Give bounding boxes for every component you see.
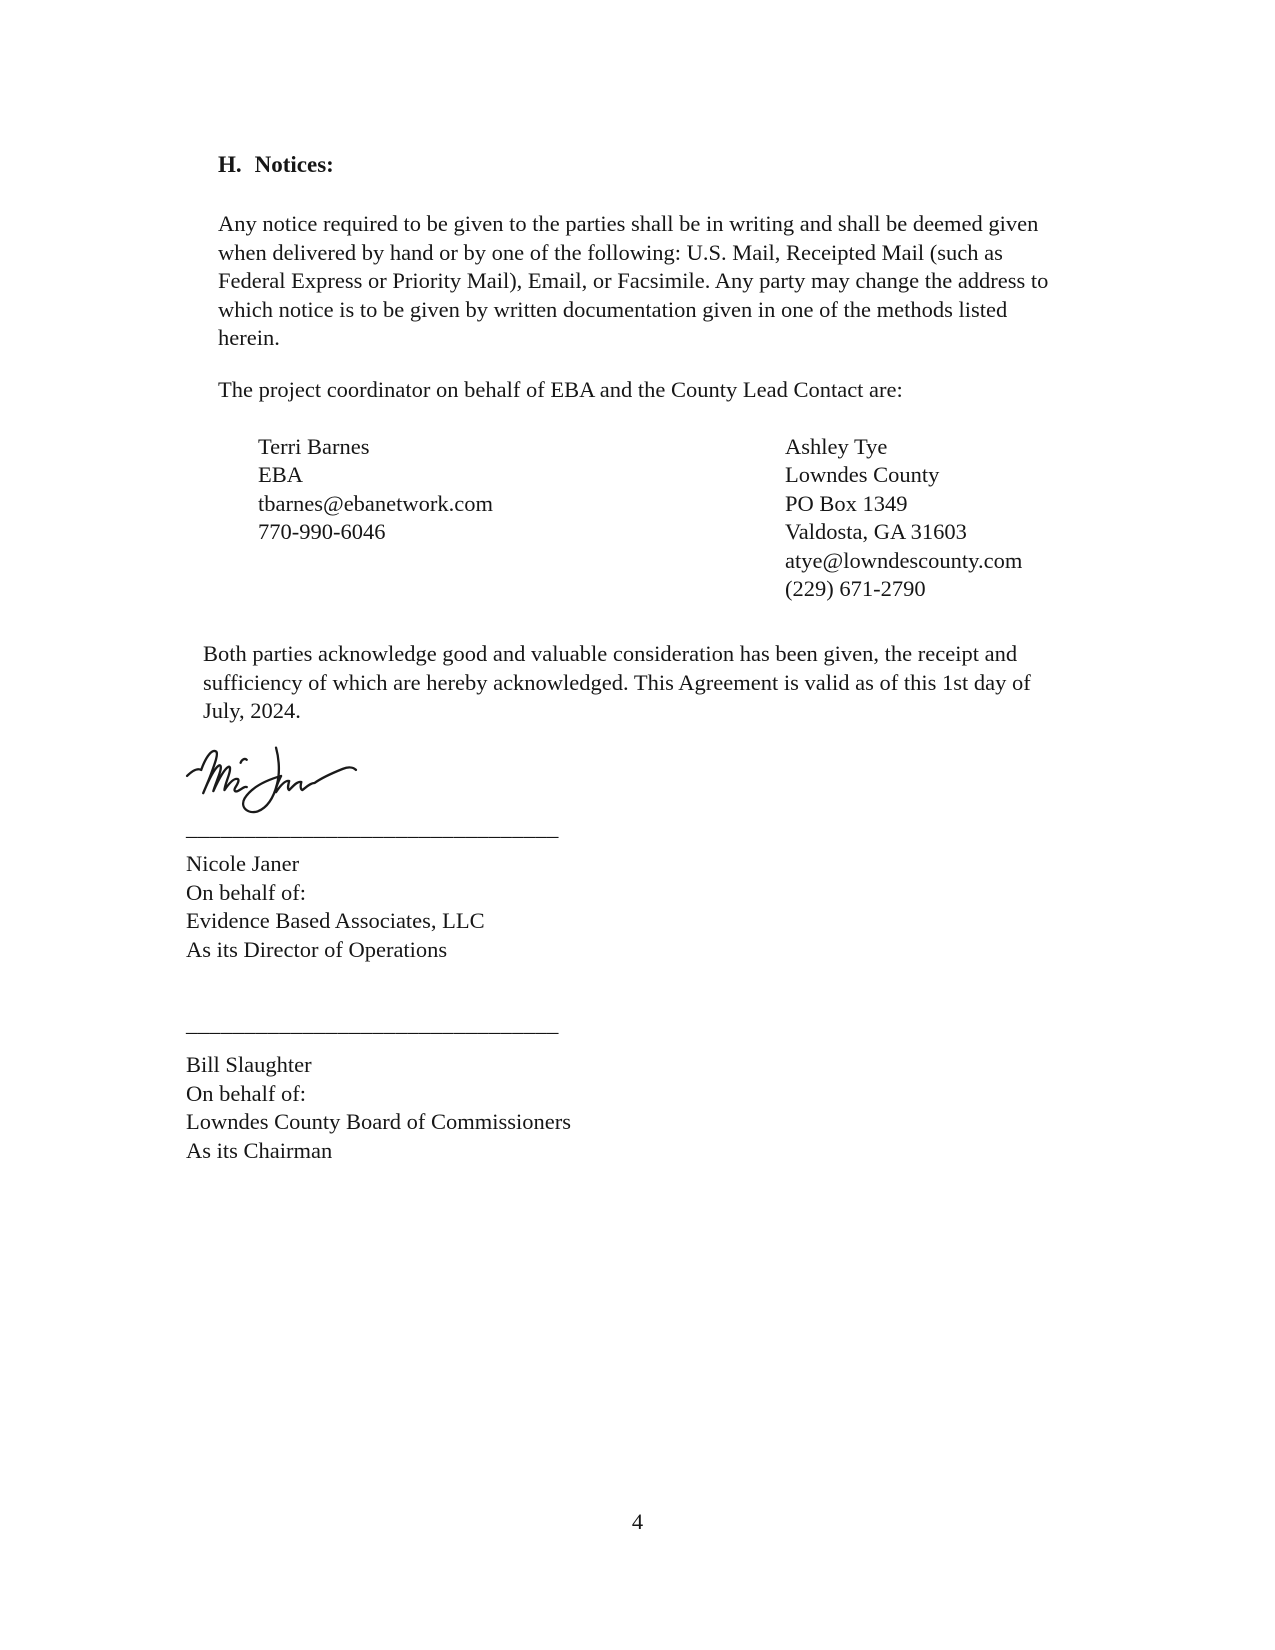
signature-line: ________________________________ (186, 1011, 559, 1036)
section-heading-title: Notices: (254, 152, 334, 177)
signature-line: ________________________________ (186, 815, 559, 840)
contact-email: atye@lowndescounty.com (785, 547, 1023, 573)
contact-phone: 770-990-6046 (258, 519, 386, 545)
signature-block-county (186, 1051, 571, 1165)
contact-po-box: PO Box 1349 (785, 490, 908, 516)
signer-title: As its Chairman (186, 1137, 333, 1163)
on-behalf-label: On behalf of: (186, 879, 306, 905)
signer-title: As its Director of Operations (186, 936, 448, 962)
county-contact-block (785, 433, 1022, 603)
signer-organization: Evidence Based Associates, LLC (186, 908, 485, 933)
on-behalf-label: On behalf of: (186, 1080, 306, 1106)
contact-email: tbarnes@ebanetwork.com (258, 490, 494, 516)
signature-stroke (187, 769, 201, 776)
contact-city-state-zip: Valdosta, GA 31603 (785, 519, 967, 545)
contact-org: Lowndes County (785, 462, 940, 488)
consideration-paragraph: Both parties acknowledge good and valuable consideration has been given, the receipt and sufficiency of which are hereby acknowledged. This Agreement is valid as of this 1st day of July, 2024. (203, 641, 1031, 723)
signer-organization: Lowndes County Board of Commissioners (186, 1109, 571, 1134)
contact-name: Terri Barnes (258, 434, 370, 459)
section-heading-number: H. (218, 152, 242, 177)
signature-stroke (243, 748, 356, 812)
notice-paragraph: Any notice required to be given to the parties shall be in writing and shall be deemed given when delivered by hand or by one of the following: U.S. Mail, Receipted Mail (such as Federal Express or Priority Mail), Email, or Facsimile. Any party may change the address to which notice is to be given by written documentation given in one of the methods listed herein. (218, 211, 1049, 350)
section-heading (218, 150, 334, 180)
signature-stroke (201, 751, 247, 793)
signer-name: Nicole Janer (186, 851, 300, 876)
handwritten-signature-image (183, 744, 363, 818)
contact-org: EBA (258, 462, 303, 488)
contact-phone: (229) 671-2790 (785, 576, 926, 602)
page-number: 4 (631, 1509, 644, 1534)
eba-contact-block (258, 433, 493, 547)
signature-block-eba (186, 850, 485, 964)
contact-name: Ashley Tye (785, 434, 888, 459)
signer-name: Bill Slaughter (186, 1052, 312, 1077)
signature-stroke (241, 759, 247, 763)
coordinator-intro-paragraph: The project coordinator on behalf of EBA and the County Lead Contact are: (218, 377, 903, 402)
